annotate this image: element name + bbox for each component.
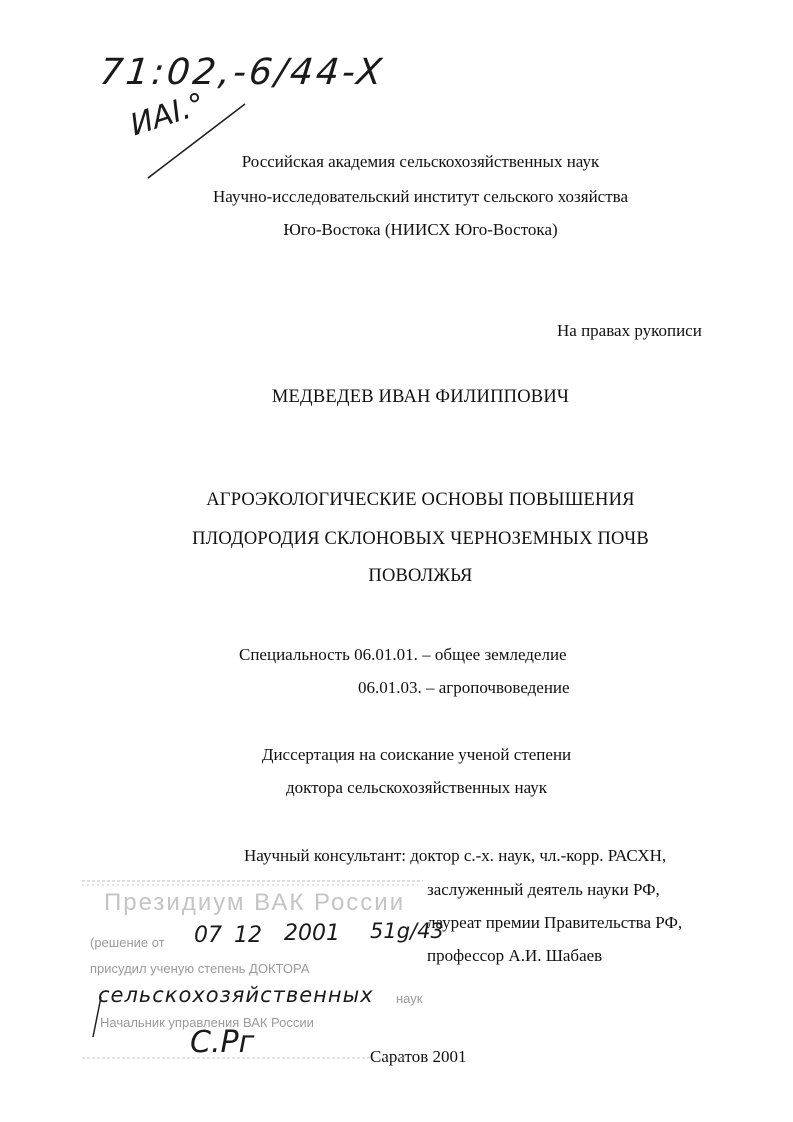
specialty-line-1: Специальность 06.01.01. – общее земледелие (239, 645, 567, 664)
degree-line-1: Диссертация на соискание ученой степени (261, 745, 572, 764)
stamp-signature: С.Рг (190, 1025, 255, 1060)
stamp-date-month: 12 (234, 923, 262, 948)
consultant-line-1: Научный консультант: доктор с.-х. наук, чл.-корр. РАСХН, (244, 846, 667, 865)
stamp-field-handwritten: сельскохозяйственных (98, 983, 374, 1007)
rights-notice: На правах рукописи (557, 321, 702, 340)
stamp-date-year: 2001 (284, 921, 340, 946)
header-line-1: Российская академия сельскохозяйственных наук (241, 152, 600, 171)
handwritten-catalog-number: 71:02,-6/44-X (97, 52, 387, 93)
consultant-line-3: лауреат премии Правительства РФ, (427, 913, 683, 932)
stamp-header: Президиум ВАК России (104, 889, 406, 916)
consultant-line-4: профессор А.И. Шабаев (427, 946, 603, 965)
title-line-1: АГРОЭКОЛОГИЧЕСКИЕ ОСНОВЫ ПОВЫШЕНИЯ (206, 490, 635, 510)
stamp-number: 51g/43 (370, 919, 444, 943)
consultant-line-2: заслуженный деятель науки РФ, (427, 880, 660, 899)
vak-stamp (78, 875, 444, 1065)
handwritten-note: ИАI.° (126, 86, 210, 144)
degree-line-2: доктора сельскохозяйственных наук (285, 778, 548, 797)
stamp-margin-mark (86, 993, 106, 1043)
title-line-3: ПОВОЛЖЬЯ (368, 566, 473, 586)
city-year: Саратов 2001 (370, 1047, 467, 1066)
title-line-2: ПЛОДОРОДИЯ СКЛОНОВЫХ ЧЕРНОЗЕМНЫХ ПОЧВ (192, 529, 649, 549)
stamp-date-day: 07 (194, 923, 222, 948)
stamp-decision-prefix: (решение от (90, 935, 165, 950)
stamp-head-title: Начальник управления ВАК России (100, 1015, 314, 1030)
specialty-line-2: 06.01.03. – агропочвоведение (358, 678, 570, 697)
header-line-3: Юго-Востока (НИИСХ Юго-Востока) (283, 220, 558, 239)
stamp-degree-suffix: наук (396, 991, 423, 1006)
header-line-2: Научно-исследовательский институт сельского хозяйства (212, 187, 628, 206)
author-name: МЕДВЕДЕВ ИВАН ФИЛИППОВИЧ (271, 387, 570, 407)
handwritten-slash (140, 100, 250, 190)
stamp-awarded-text: присудил ученую степень ДОКТОРА (90, 961, 310, 976)
